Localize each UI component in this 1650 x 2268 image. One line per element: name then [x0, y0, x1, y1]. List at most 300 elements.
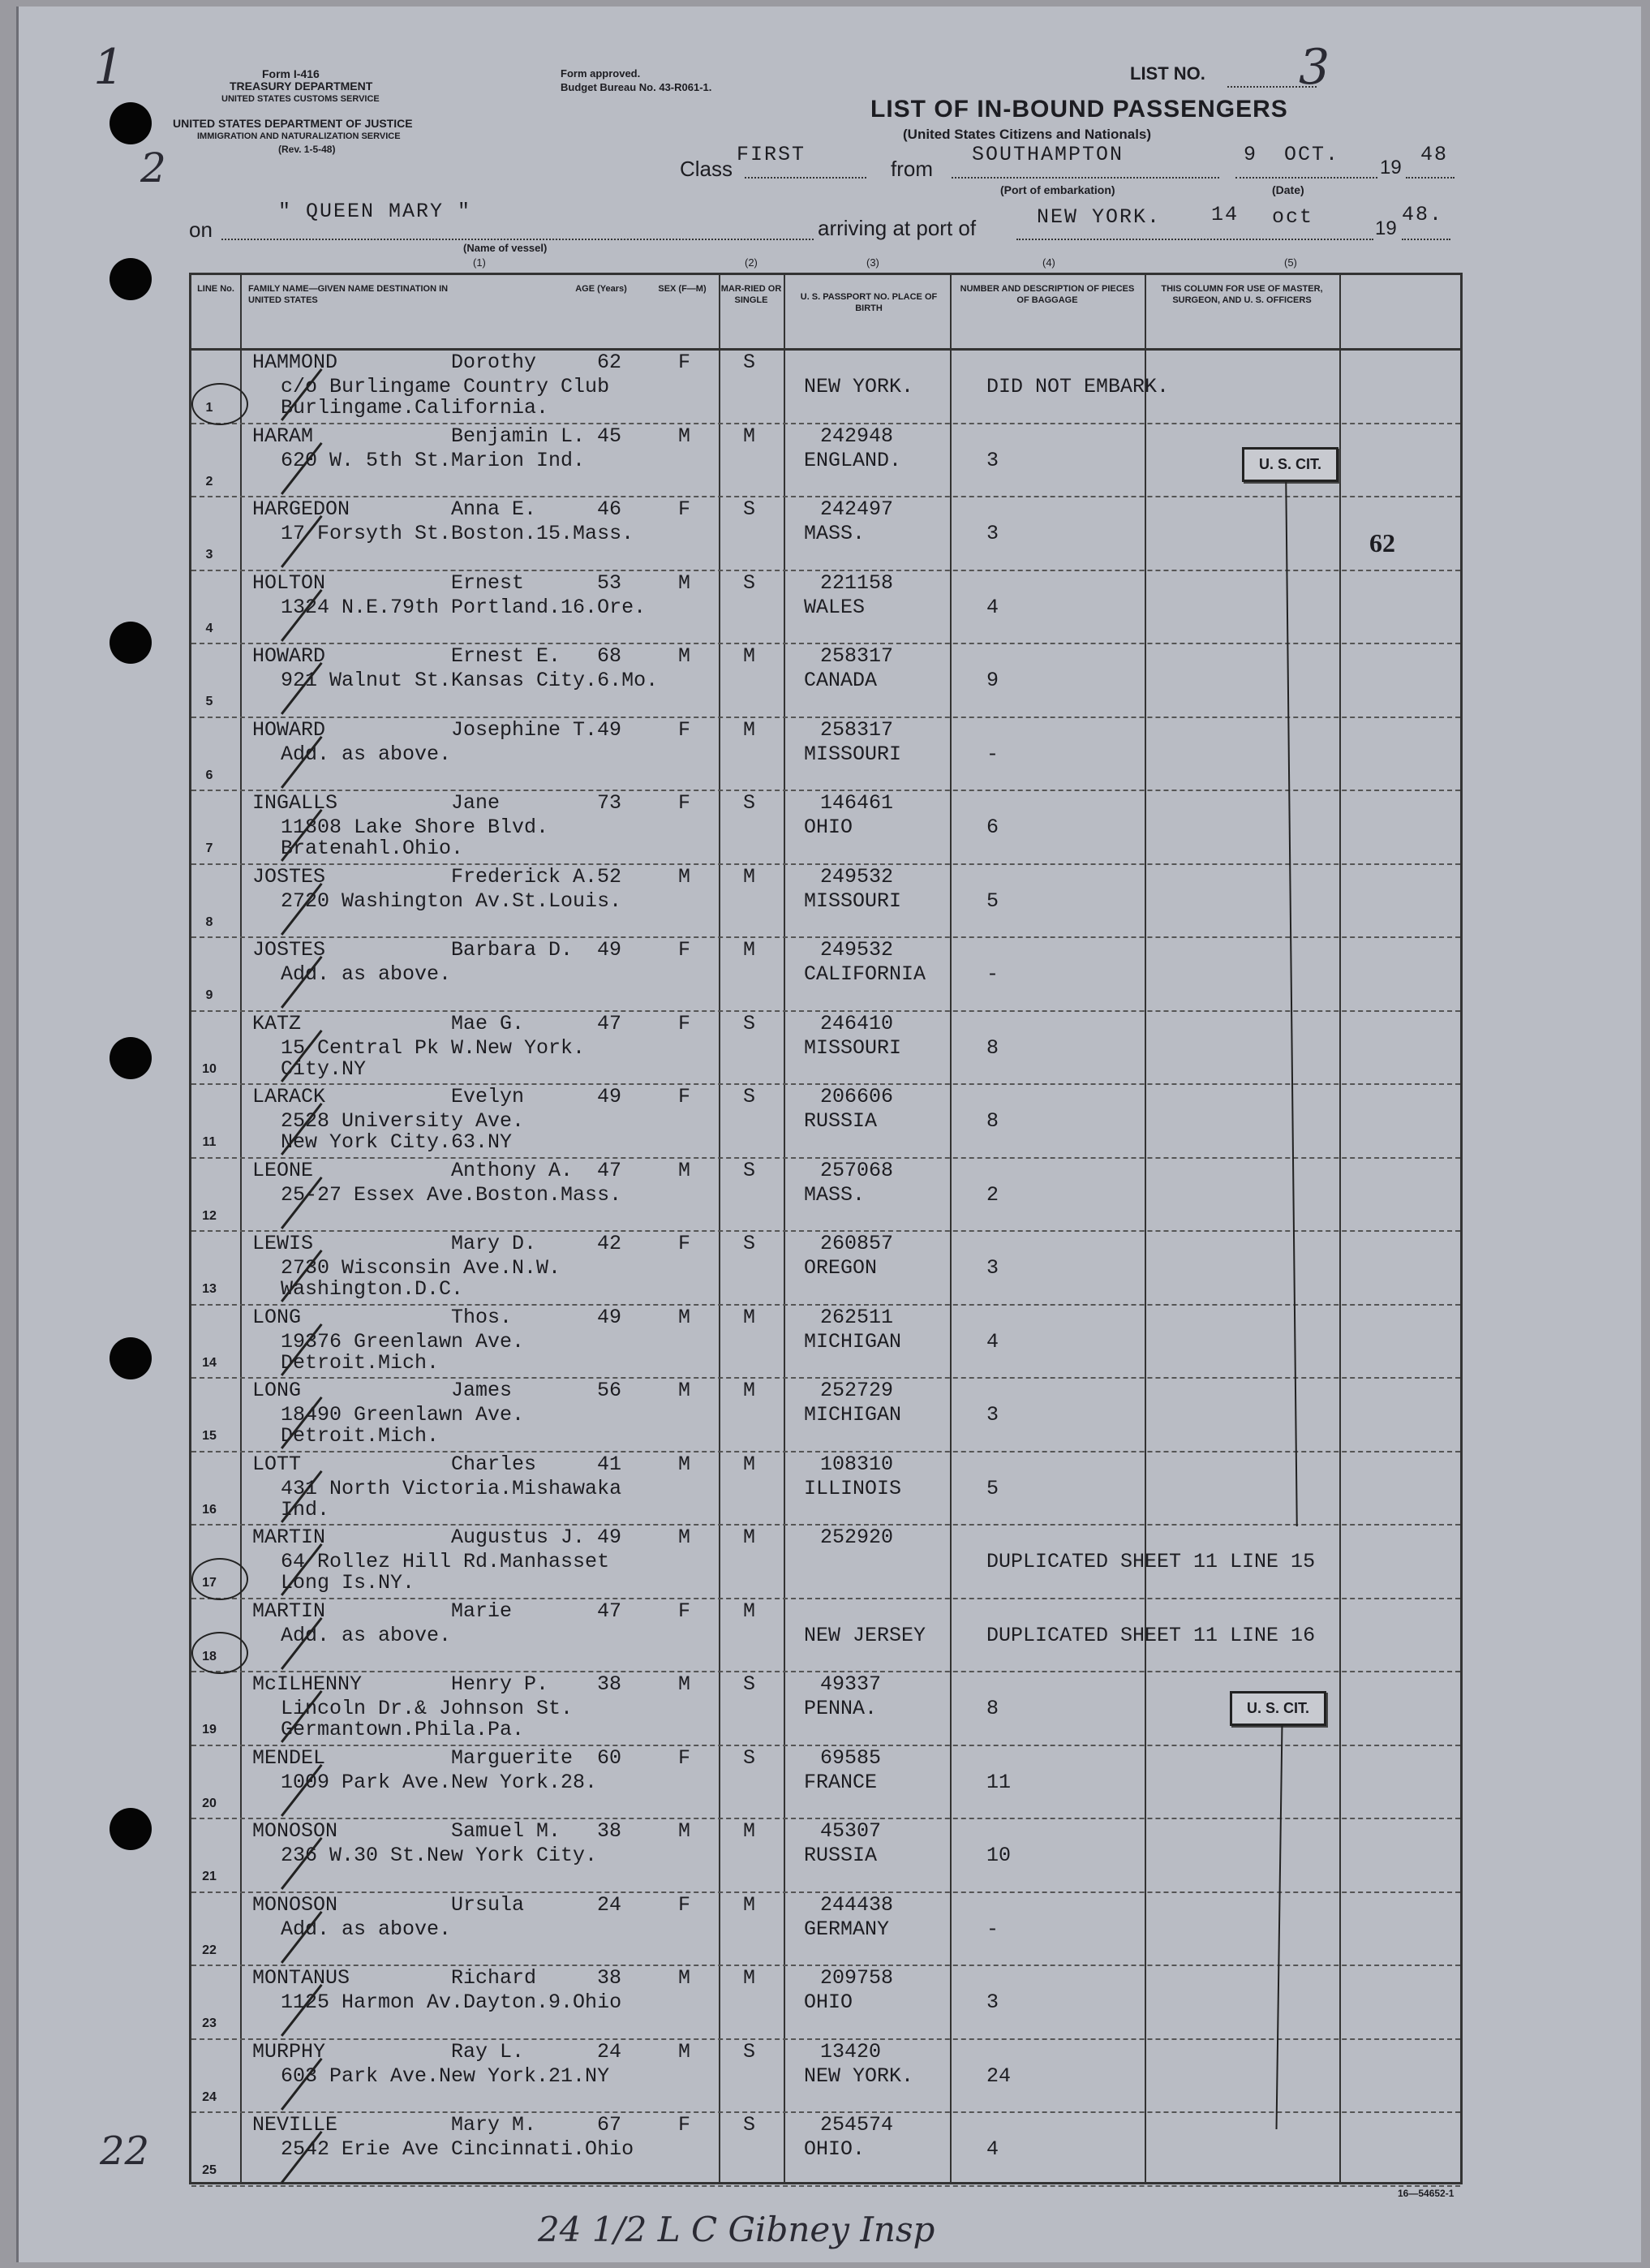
line-number: 7: [205, 841, 213, 855]
address-line-1: 11808 Lake Shore Blvd.: [281, 816, 549, 839]
table-row: [191, 1012, 1460, 1085]
age: 38: [597, 1966, 622, 1990]
table-row: [191, 1599, 1460, 1672]
address-line-1: 1009 Park Ave.New York.28.: [281, 1770, 598, 1794]
address-line-2: Burlingame.California.: [281, 396, 549, 420]
table-row: [191, 351, 1460, 424]
age: 47: [597, 1599, 622, 1623]
address-line-1: 603 Park Ave.New York.21.NY: [281, 2064, 610, 2088]
treasury-dept: TREASURY DEPARTMENT: [230, 80, 373, 93]
birth-place: ILLINOIS: [804, 1476, 902, 1500]
family-name: INGALLS: [252, 791, 338, 815]
address-line-1: Add. as above.: [281, 742, 452, 766]
col-passport-header: U. S. PASSPORT NO. PLACE OF BIRTH: [800, 292, 938, 313]
marital-status: S: [743, 1232, 756, 1255]
age: 68: [597, 644, 622, 668]
birth-place: OREGON: [804, 1256, 878, 1280]
given-name: Anthony A.: [451, 1158, 574, 1182]
passport-number: 252920: [820, 1526, 894, 1549]
corner-mark: 1: [93, 39, 125, 96]
address-line-1: 1125 Harmon Av.Dayton.9.Ohio: [281, 1990, 622, 2014]
sex: M: [678, 1452, 691, 1476]
marital-status: S: [743, 2039, 756, 2064]
line-number: 5: [205, 695, 213, 708]
given-name: Ray L.: [451, 2039, 525, 2064]
address-line-1: 2720 Washington Av.St.Louis.: [281, 889, 622, 913]
marital-status: M: [743, 1379, 756, 1402]
marital-status: S: [743, 1745, 756, 1770]
col-married-header: MAR-RIED OR SINGLE: [720, 284, 782, 305]
given-name: Mae G.: [451, 1011, 525, 1035]
table-row: [191, 1966, 1460, 2039]
marital-status: M: [743, 1526, 756, 1549]
family-name: LARACK: [252, 1085, 326, 1108]
marital-status: S: [743, 1085, 756, 1108]
marital-status: S: [743, 791, 756, 815]
family-name: MONTANUS: [252, 1966, 350, 1990]
family-name: KATZ: [252, 1011, 302, 1035]
arrival-day: 14: [1211, 203, 1240, 226]
given-name: Samuel M.: [451, 1819, 561, 1843]
given-name: Josephine T.: [451, 717, 598, 742]
baggage: -: [986, 1917, 999, 1941]
col-officers-header: THIS COLUMN FOR USE OF MASTER, SURGEON, AND U. S. OFFICERS: [1161, 284, 1323, 305]
address-line-1: Add. as above.: [281, 1917, 452, 1941]
address-line-1: 19376 Greenlawn Ave.: [281, 1329, 525, 1353]
birth-place: RUSSIA: [804, 1109, 878, 1133]
given-name: Jane: [451, 791, 501, 815]
form-number: Form I-416: [262, 67, 320, 80]
marital-status: S: [743, 2113, 756, 2137]
given-name: Mary D.: [451, 1232, 537, 1255]
birth-place: CALIFORNIA: [804, 962, 926, 986]
birth-place: CANADA: [804, 669, 878, 692]
passport-number: 252729: [820, 1379, 894, 1402]
customs-service: UNITED STATES CUSTOMS SERVICE: [221, 94, 380, 104]
address-line-1: 2730 Wisconsin Ave.N.W.: [281, 1256, 561, 1280]
line-number: 4: [205, 621, 213, 635]
address-line-1: 18490 Greenlawn Ave.: [281, 1403, 525, 1427]
vessel-name: " QUEEN MARY ": [278, 200, 472, 223]
family-name: LONG: [252, 1305, 302, 1329]
sex: M: [678, 570, 691, 595]
birth-place: MICHIGAN: [804, 1329, 902, 1353]
col-age-header: AGE (Years): [575, 284, 627, 294]
age: 49: [597, 938, 622, 962]
baggage: -: [986, 962, 999, 986]
family-name: JOSTES: [252, 938, 326, 962]
passport-number: 258317: [820, 644, 894, 668]
sex: M: [678, 424, 691, 448]
baggage: 3: [986, 522, 999, 545]
family-name: HOLTON: [252, 570, 326, 595]
passport-number: 13420: [820, 2039, 882, 2064]
given-name: Ursula: [451, 1892, 525, 1917]
marital-status: M: [743, 644, 756, 668]
family-name: HOWARD: [252, 717, 326, 742]
marital-status: S: [743, 1011, 756, 1035]
line-number: 20: [202, 1796, 217, 1810]
passport-number: 49337: [820, 1672, 882, 1696]
family-name: LEWIS: [252, 1232, 314, 1255]
family-name: HARAM: [252, 424, 314, 448]
age: 49: [597, 717, 622, 742]
form-approved: Form approved.: [561, 67, 641, 80]
sex: M: [678, 1672, 691, 1696]
table-row: [191, 2040, 1460, 2113]
address-line-2: City.NY: [281, 1057, 367, 1081]
line-number: 2: [205, 474, 213, 488]
address-line-1: 620 W. 5th St.Marion Ind.: [281, 448, 586, 472]
sex: M: [678, 1819, 691, 1843]
sex: F: [678, 2113, 691, 2137]
passport-number: 69585: [820, 1745, 882, 1770]
col-name-header: FAMILY NAME—GIVEN NAME DESTINATION IN UNITED STATES: [248, 284, 449, 305]
line-number: 15: [202, 1429, 217, 1443]
line-number: 16: [202, 1502, 217, 1517]
line-number: 21: [202, 1870, 217, 1883]
given-name: Henry P.: [451, 1672, 549, 1696]
baggage: DUPLICATED SHEET 11 LINE 16: [986, 1623, 1316, 1647]
baggage: 3: [986, 448, 999, 472]
line-circle: [191, 1632, 248, 1674]
arriving-label: arriving at port of: [818, 216, 977, 240]
age: 47: [597, 1011, 622, 1035]
age: 46: [597, 497, 622, 521]
passport-number: 246410: [820, 1011, 894, 1035]
baggage: 24: [986, 2064, 1012, 2088]
passport-number: 242497: [820, 497, 894, 521]
address-line-1: c/o Burlingame Country Club: [281, 375, 610, 398]
birth-place: NEW JERSEY: [804, 1623, 926, 1647]
depart-month: OCT.: [1284, 143, 1340, 166]
family-name: McILHENNY: [252, 1672, 363, 1696]
baggage: DID NOT EMBARK.: [986, 375, 1170, 398]
age: 45: [597, 424, 622, 448]
date-caption: (Date): [1272, 183, 1304, 196]
given-name: Augustus J.: [451, 1526, 586, 1549]
given-name: Frederick A.: [451, 864, 598, 889]
embark-caption: (Port of embarkation): [1000, 183, 1115, 196]
sex: M: [678, 2039, 691, 2064]
class-label: Class: [680, 157, 733, 181]
depart-year-prefix: 19: [1380, 157, 1402, 179]
marital-status: M: [743, 938, 756, 962]
col-sex-header: SEX (F—M): [658, 284, 707, 294]
sex: F: [678, 791, 691, 815]
line-circle: [191, 383, 248, 425]
col-baggage-header: NUMBER AND DESCRIPTION OF PIECES OF BAGGAGE: [960, 284, 1135, 305]
list-title: LIST OF IN-BOUND PASSENGERS: [870, 96, 1288, 123]
punch-hole: [110, 622, 152, 664]
age: 56: [597, 1379, 622, 1402]
table-row: [191, 2113, 1460, 2186]
birth-place: MISSOURI: [804, 889, 902, 913]
sex: F: [678, 497, 691, 521]
line-number: 1: [205, 401, 213, 415]
col-num-4: (4): [1042, 256, 1055, 269]
line-number: 22: [202, 1943, 217, 1957]
given-name: Dorothy: [451, 351, 537, 374]
family-name: MARTIN: [252, 1526, 326, 1549]
passport-number: 260857: [820, 1232, 894, 1255]
sex: F: [678, 717, 691, 742]
justice-dept: UNITED STATES DEPARTMENT OF JUSTICE: [173, 117, 413, 130]
address-line-1: 17 Forsyth St.Boston.15.Mass.: [281, 522, 634, 545]
marital-status: S: [743, 570, 756, 595]
birth-place: OHIO.: [804, 2137, 866, 2161]
marital-status: M: [743, 1305, 756, 1329]
punch-hole: [110, 1037, 152, 1079]
line-circle: [191, 1558, 248, 1600]
form-code: 16—54652-1: [1398, 2188, 1454, 2199]
age: 67: [597, 2113, 622, 2137]
baggage: 11: [986, 1770, 1012, 1794]
birth-place: FRANCE: [804, 1770, 878, 1794]
marital-status: S: [743, 1672, 756, 1696]
passport-number: 146461: [820, 791, 894, 815]
baggage: 5: [986, 889, 999, 913]
given-name: Benjamin L.: [451, 424, 586, 448]
passport-number: 262511: [820, 1305, 894, 1329]
marital-status: S: [743, 1158, 756, 1182]
citizen-stamp-2: U. S. CIT.: [1230, 1691, 1326, 1726]
age: 49: [597, 1526, 622, 1549]
col-num-3: (3): [866, 256, 879, 269]
baggage: 3: [986, 1990, 999, 2014]
address-line-1: 431 North Victoria.Mishawaka: [281, 1476, 622, 1500]
marital-status: S: [743, 497, 756, 521]
table-row: [191, 1452, 1460, 1526]
address-line-2: Ind.: [281, 1497, 330, 1521]
line-number: 17: [202, 1576, 217, 1590]
age: 24: [597, 1892, 622, 1917]
address-line-1: 2542 Erie Ave Cincinnati.Ohio: [281, 2137, 634, 2161]
given-name: Barbara D.: [451, 938, 574, 962]
marital-status: S: [743, 351, 756, 374]
age: 42: [597, 1232, 622, 1255]
passport-number: 249532: [820, 938, 894, 962]
birth-place: OHIO: [804, 1990, 853, 2014]
passport-number: 108310: [820, 1452, 894, 1476]
from-label: from: [891, 157, 933, 181]
baggage: 6: [986, 816, 999, 839]
given-name: James: [451, 1379, 513, 1402]
family-name: JOSTES: [252, 864, 326, 889]
marital-status: M: [743, 424, 756, 448]
list-subtitle: (United States Citizens and Nationals): [903, 127, 1152, 142]
line-number: 6: [205, 768, 213, 782]
on-label: on: [189, 217, 213, 242]
line-number: 11: [202, 1135, 217, 1149]
birth-place: RUSSIA: [804, 1844, 878, 1867]
family-name: HAMMOND: [252, 351, 338, 374]
baggage: 4: [986, 2137, 999, 2161]
table-row: [191, 865, 1460, 938]
birth-place: MISSOURI: [804, 742, 902, 766]
margin-count: 22: [100, 2128, 150, 2174]
line-number: 23: [202, 2016, 217, 2030]
class-value: FIRST: [737, 143, 806, 166]
age: 47: [597, 1158, 622, 1182]
ins-service: IMMIGRATION AND NATURALIZATION SERVICE: [197, 131, 401, 141]
punch-hole: [110, 1808, 152, 1850]
passport-number: 242948: [820, 424, 894, 448]
marital-status: M: [743, 864, 756, 889]
col-num-2: (2): [745, 256, 758, 269]
passport-number: 244438: [820, 1892, 894, 1917]
passport-number: 257068: [820, 1158, 894, 1182]
baggage: 4: [986, 1329, 999, 1353]
passport-number: 209758: [820, 1966, 894, 1990]
table-row: [191, 1306, 1460, 1379]
line-number: 13: [202, 1282, 217, 1296]
sex: F: [678, 1232, 691, 1255]
sex: F: [678, 1892, 691, 1917]
family-name: LONG: [252, 1379, 302, 1402]
age: 62: [597, 351, 622, 374]
sex: M: [678, 1966, 691, 1990]
baggage: 10: [986, 1844, 1012, 1867]
age: 24: [597, 2039, 622, 2064]
table-row: [191, 644, 1460, 717]
address-line-1: 1324 N.E.79th Portland.16.Ore.: [281, 595, 647, 619]
family-name: LOTT: [252, 1452, 302, 1476]
age: 60: [597, 1745, 622, 1770]
given-name: Ernest: [451, 570, 525, 595]
address-line-2: Detroit.Mich.: [281, 1350, 440, 1375]
birth-place: OHIO: [804, 816, 853, 839]
sex: M: [678, 644, 691, 668]
sex: F: [678, 1599, 691, 1623]
given-name: Richard: [451, 1966, 537, 1990]
budget-bureau: Budget Bureau No. 43-R061-1.: [561, 81, 712, 93]
baggage: 9: [986, 669, 999, 692]
line-number: 18: [202, 1649, 217, 1663]
line-number: 14: [202, 1355, 217, 1370]
address-line-2: Germantown.Phila.Pa.: [281, 1718, 525, 1741]
sex: M: [678, 1158, 691, 1182]
table-row: [191, 1893, 1460, 1966]
address-line-2: Washington.D.C.: [281, 1277, 464, 1301]
marital-status: M: [743, 1966, 756, 1990]
punch-hole: [110, 1337, 152, 1379]
table-row: [191, 718, 1460, 791]
sex: M: [678, 1526, 691, 1549]
address-line-2: Bratenahl.Ohio.: [281, 837, 464, 860]
given-name: Mary M.: [451, 2113, 537, 2137]
list-no-label: LIST NO.: [1130, 63, 1205, 84]
baggage: 8: [986, 1109, 999, 1133]
family-name: MARTIN: [252, 1599, 326, 1623]
baggage: 3: [986, 1403, 999, 1427]
depart-year: 48: [1420, 143, 1449, 166]
manifest-sheet: [16, 6, 1641, 2262]
family-name: MONOSON: [252, 1892, 338, 1917]
marital-status: M: [743, 717, 756, 742]
corner-mark-2: 2: [140, 144, 166, 192]
punch-hole: [110, 258, 152, 300]
baggage: 4: [986, 595, 999, 619]
age: 49: [597, 1305, 622, 1329]
address-line-1: Lincoln Dr.& Johnson St.: [281, 1697, 574, 1720]
marital-status: M: [743, 1892, 756, 1917]
line-number: 12: [202, 1208, 217, 1223]
sex: M: [678, 864, 691, 889]
address-line-2: Detroit.Mich.: [281, 1424, 440, 1448]
sex: F: [678, 938, 691, 962]
passport-number: 206606: [820, 1085, 894, 1108]
inspector-signature: 24 1/2 L C Gibney Insp: [538, 2210, 935, 2249]
passenger-table: [189, 273, 1463, 2184]
col-num-5: (5): [1284, 256, 1297, 269]
family-name: MURPHY: [252, 2039, 326, 2064]
punch-hole: [110, 102, 152, 144]
form-revision: (Rev. 1-5-48): [278, 144, 336, 155]
table-row: [191, 497, 1460, 570]
list-no-value: 3: [1299, 39, 1330, 96]
arrival-port: NEW YORK.: [1037, 205, 1162, 229]
address-line-2: Long Is.NY.: [281, 1571, 415, 1594]
address-line-1: 15 Central Pk W.New York.: [281, 1035, 586, 1060]
birth-place: ENGLAND.: [804, 448, 902, 472]
sex: F: [678, 1011, 691, 1035]
baggage: -: [986, 742, 999, 766]
given-name: Thos.: [451, 1305, 513, 1329]
given-name: Anna E.: [451, 497, 537, 521]
line-number: 3: [205, 548, 213, 562]
sex: M: [678, 1379, 691, 1402]
col-num-1: (1): [473, 256, 486, 269]
birth-place: MASS.: [804, 1182, 866, 1207]
table-row: [191, 1746, 1460, 1819]
address-line-1: 921 Walnut St.Kansas City.6.Mo.: [281, 669, 659, 692]
line-number: 24: [202, 2089, 217, 2104]
family-name: MENDEL: [252, 1745, 326, 1770]
sex: M: [678, 1305, 691, 1329]
passport-number: 254574: [820, 2113, 894, 2137]
passport-number: 221158: [820, 570, 894, 595]
given-name: Charles: [451, 1452, 537, 1476]
address-line-1: 25-27 Essex Ave.Boston.Mass.: [281, 1182, 622, 1207]
family-name: MONOSON: [252, 1819, 338, 1843]
sex: F: [678, 1745, 691, 1770]
marital-status: M: [743, 1452, 756, 1476]
marital-status: M: [743, 1599, 756, 1623]
table-row: [191, 1379, 1460, 1452]
birth-place: WALES: [804, 595, 866, 619]
baggage: 8: [986, 1697, 999, 1720]
birth-place: MICHIGAN: [804, 1403, 902, 1427]
line-number: 10: [202, 1061, 217, 1076]
officer-number: 62: [1369, 528, 1395, 557]
table-row: [191, 938, 1460, 1011]
family-name: NEVILLE: [252, 2113, 338, 2137]
line-number: 9: [205, 988, 213, 1002]
family-name: LEONE: [252, 1158, 314, 1182]
passport-number: 258317: [820, 717, 894, 742]
address-line-1: 236 W.30 St.New York City.: [281, 1844, 598, 1867]
address-line-1: Add. as above.: [281, 1623, 452, 1647]
birth-place: NEW YORK.: [804, 2064, 914, 2088]
from-value: SOUTHAMPTON: [972, 143, 1124, 166]
family-name: HARGEDON: [252, 497, 350, 521]
depart-day: 9: [1244, 143, 1258, 166]
age: 41: [597, 1452, 622, 1476]
baggage: 2: [986, 1182, 999, 1207]
table-row: [191, 1159, 1460, 1232]
arrival-month: oct: [1272, 205, 1314, 229]
